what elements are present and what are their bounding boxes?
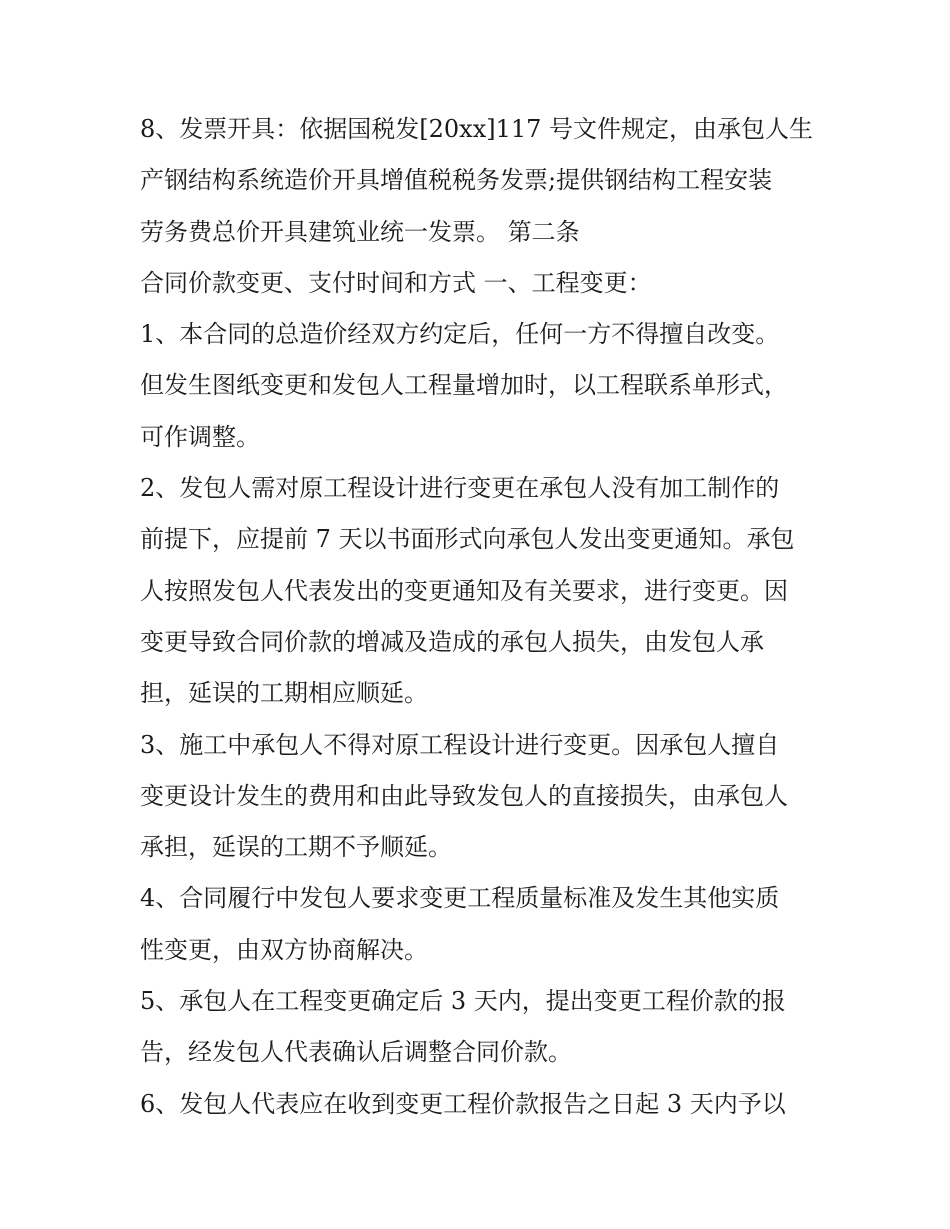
text-line: 6、发包人代表应在收到变更工程价款报告之日起 3 天内予以 <box>140 1089 786 1118</box>
text-line: 变更设计发生的费用和由此导致发包人的直接损失，由承包人 <box>140 781 788 810</box>
text-line: 劳务费总价开具建筑业统一发票。 第二条 <box>140 217 580 246</box>
text-line: 性变更，由双方协商解决。 <box>140 935 428 964</box>
text-line: 3、施工中承包人不得对原工程设计进行变更。因承包人擅自 <box>140 730 780 759</box>
text-line: 告，经发包人代表确认后调整合同价款。 <box>140 1038 572 1067</box>
document-body <box>140 104 830 1130</box>
text-line: 产钢结构系统造价开具增值税税务发票;提供钢结构工程安装 <box>140 166 773 195</box>
text-line: 前提下，应提前 7 天以书面形式向承包人发出变更通知。承包 <box>140 525 795 554</box>
text-line: 4、合同履行中发包人要求变更工程质量标准及发生其他实质 <box>140 884 780 913</box>
text-line: 担，延误的工期相应顺延。 <box>140 679 428 708</box>
text-line: 8、发票开具：依据国税发[20xx]117 号文件规定，由承包人生 <box>140 115 814 143</box>
text-line: 合同价款变更、支付时间和方式 一、工程变更： <box>140 268 652 297</box>
text-line: 变更导致合同价款的增减及造成的承包人损失，由发包人承 <box>140 627 764 656</box>
text-line: 2、发包人需对原工程设计进行变更在承包人没有加工制作的 <box>140 474 780 503</box>
text-line: 5、承包人在工程变更确定后 3 天内，提出变更工程价款的报 <box>140 987 786 1016</box>
text-line: 但发生图纸变更和发包人工程量增加时，以工程联系单形式， <box>140 371 788 400</box>
text-line: 可作调整。 <box>140 422 260 451</box>
text-line: 人按照发包人代表发出的变更通知及有关要求，进行变更。因 <box>140 576 788 605</box>
text-line: 承担，延误的工期不予顺延。 <box>140 833 452 862</box>
text-line: 1、本合同的总造价经双方约定后，任何一方不得擅自改变。 <box>140 320 780 349</box>
